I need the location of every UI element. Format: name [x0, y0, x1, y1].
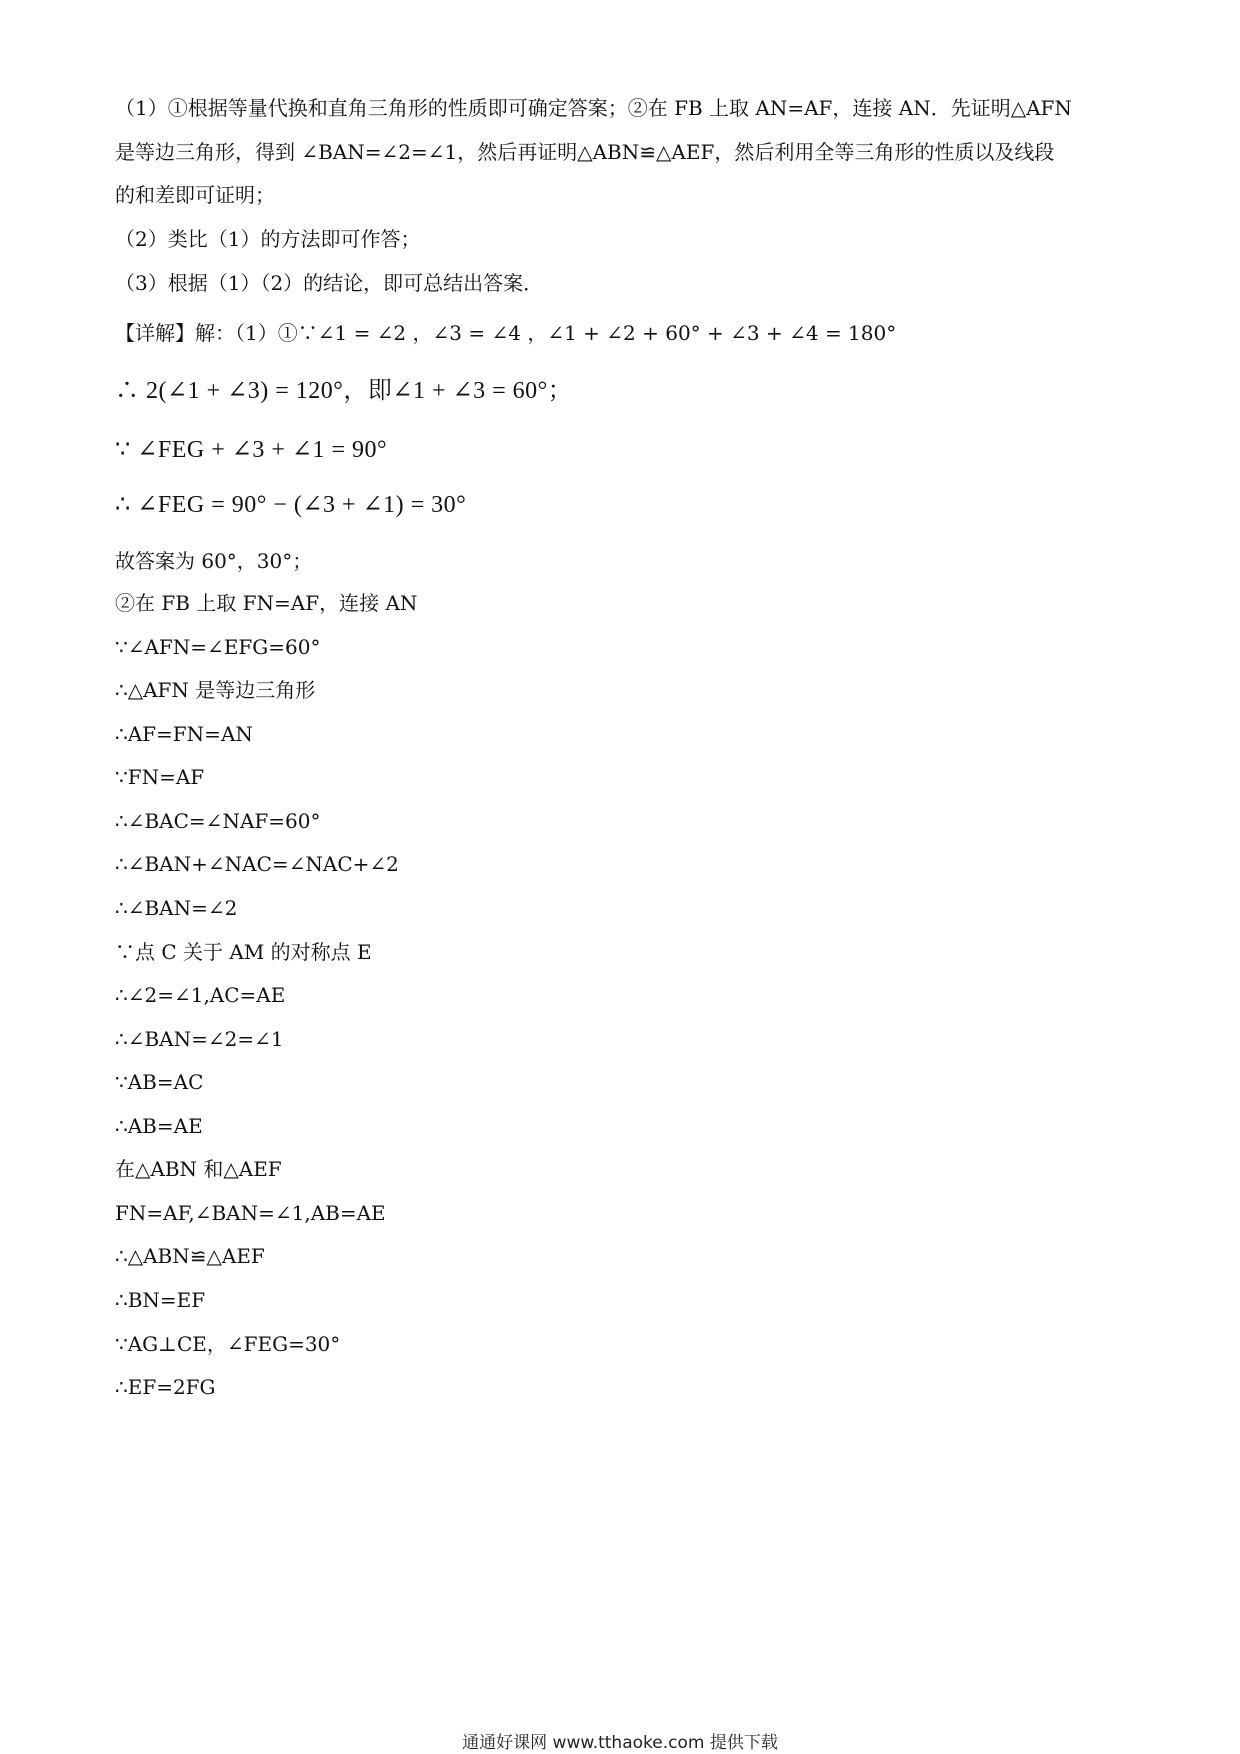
- equation-2: ∵ ∠FEG + ∠3 + ∠1 = 90°: [115, 437, 388, 463]
- proof-step: ∵∠AFN=∠EFG=60°: [115, 635, 321, 659]
- page-footer: 通通好课网 www.tthaoke.com 提供下载: [462, 1733, 778, 1753]
- analysis-line-4: （2）类比（1）的方法即可作答；: [115, 227, 421, 251]
- equation-1: ∴ 2(∠1 + ∠3) = 120°，即∠1 + ∠3 = 60°；: [115, 378, 573, 404]
- proof-step: ∵AG⊥CE，∠FEG=30°: [115, 1332, 341, 1356]
- analysis-line-1: （1）①根据等量代换和直角三角形的性质即可确定答案；②在 FB 上取 AN=AF，连接 AN．先证明△AFN: [115, 96, 1072, 120]
- proof-step: ∴△ABN≌△AEF: [115, 1244, 265, 1268]
- proof-step: ∴∠BAN=∠2=∠1: [115, 1027, 284, 1051]
- proof-step: ∴∠BAN+∠NAC=∠NAC+∠2: [115, 852, 399, 876]
- proof-step: ∴EF=2FG: [115, 1375, 216, 1399]
- analysis-line-3: 的和差即可证明；: [115, 183, 275, 207]
- proof-step: ∴△AFN 是等边三角形: [115, 678, 316, 702]
- analysis-line-5: （3）根据（1）（2）的结论，即可总结出答案．: [115, 271, 544, 295]
- proof-step: FN=AF,∠BAN=∠1,AB=AE: [115, 1201, 386, 1225]
- proof-step: ∴AF=FN=AN: [115, 722, 253, 746]
- proof-step: ∵AB=AC: [115, 1070, 204, 1094]
- analysis-line-2: 是等边三角形，得到 ∠BAN=∠2=∠1，然后再证明△ABN≌△AEF，然后利用全等三角形的性质以及线段: [115, 140, 1055, 164]
- answer-line: 故答案为 60°，30°；: [115, 549, 313, 573]
- proof-step: ∵点 C 关于 AM 的对称点 E: [115, 940, 372, 964]
- equation-3: ∴ ∠FEG = 90° − (∠3 + ∠1) = 30°: [115, 492, 467, 518]
- proof-step: ∴∠BAN=∠2: [115, 896, 238, 920]
- proof-step: ②在 FB 上取 FN=AF，连接 AN: [115, 591, 418, 615]
- proof-step: ∴∠BAC=∠NAF=60°: [115, 809, 321, 833]
- proof-step: ∴∠2=∠1,AC=AE: [115, 983, 286, 1007]
- proof-step: ∴AB=AE: [115, 1114, 203, 1138]
- proof-step: ∴BN=EF: [115, 1288, 206, 1312]
- proof-step: 在△ABN 和△AEF: [115, 1157, 282, 1181]
- solution-header: 【详解】解：（1）①∵∠1 = ∠2 ，∠3 = ∠4 ，∠1 + ∠2 + 60° + ∠3 + ∠4 = 180°: [115, 321, 897, 345]
- proof-step: ∵FN=AF: [115, 765, 205, 789]
